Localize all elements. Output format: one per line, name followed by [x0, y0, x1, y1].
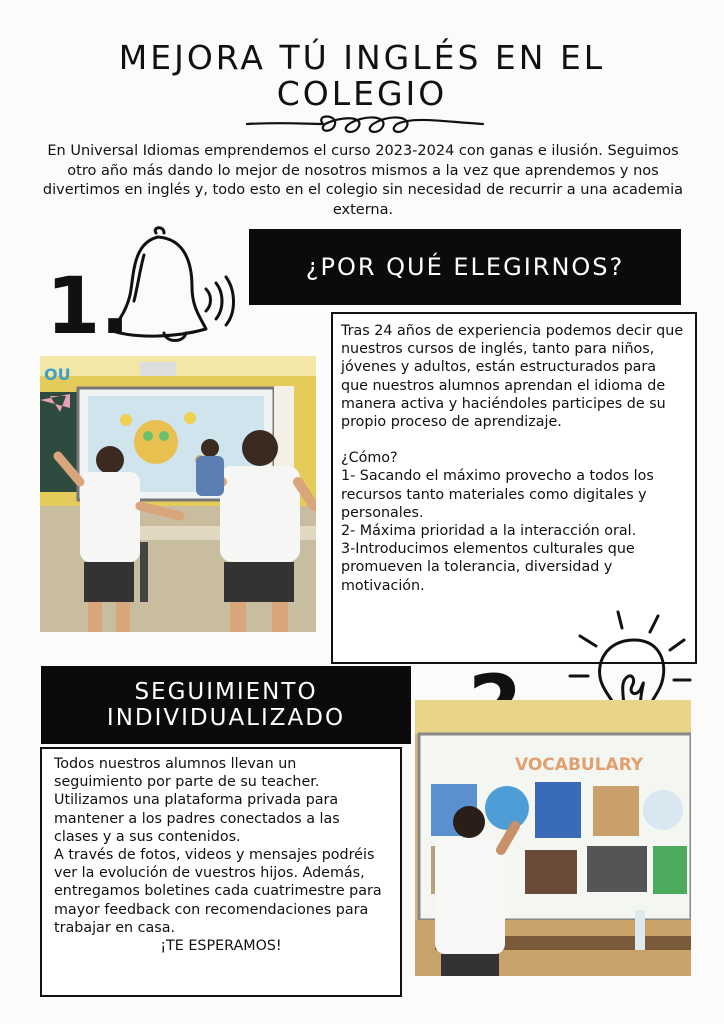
- point-2: 2- Máxima prioridad a la interacción oral.: [341, 523, 637, 540]
- intro-paragraph: En Universal Idiomas emprendemos el curso 2023-2024 con ganas e ilusión. Seguimos otro año más dando lo mejor de nosotros mismos a la vez que aprendemos y nos divertimos en inglés y, todo esto en el colegio sin necesidad de recurrir a una academia externa.: [42, 143, 684, 218]
- vocabulary-board-photo: [415, 700, 691, 976]
- closing-text: ¡TE ESPERAMOS!: [160, 938, 282, 955]
- how-question: ¿Cómo?: [341, 450, 398, 467]
- individual-tracking-textbox: [40, 747, 402, 997]
- point-1: 1- Sacando el máximo provecho a todos los recursos tanto materiales como digitales y personales.: [341, 468, 654, 521]
- tracking-paragraph: Todos nuestros alumnos llevan un seguimiento por parte de su teacher. Utilizamos una plataforma privada para mantener a los padres conectados a las clases y a sus contenidos.: [54, 756, 340, 845]
- evolution-paragraph: A través de fotos, videos y mensajes podréis ver la evolución de vuestros hijos. Además, entregamos boletines cada cuatrimestre para mayor feedback con recomendaciones para trabajar en casa.: [54, 847, 382, 936]
- classroom-illustration: [40, 356, 316, 632]
- experience-paragraph: Tras 24 años de experiencia podemos decir que nuestros cursos de inglés, tanto para niños, jóvenes y adultos, están estructurados para que nuestros alumnos aprendan el idioma de manera activa y haciéndoles participes de su propio proceso de aprendizaje.: [341, 323, 684, 431]
- section-number-1: 1.: [46, 262, 130, 352]
- page-title: MEJORA TÚ INGLÉS EN EL COLEGIO: [118, 38, 606, 113]
- wall-letters: OU: [44, 365, 71, 384]
- classroom-photo: [40, 356, 316, 632]
- point-3: 3-Introducimos elementos culturales que promueven la tolerancia, diversidad y motivación.: [341, 541, 635, 594]
- vocabulary-word: VOCABULARY: [515, 755, 644, 775]
- decorative-swirl-divider: [245, 112, 485, 140]
- vocabulary-illustration: [415, 700, 691, 976]
- bell-icon: [108, 225, 238, 345]
- why-choose-us-banner: ¿POR QUÉ ELEGIRNOS?: [249, 229, 681, 305]
- individual-tracking-banner: SEGUIMIENTO INDIVIDUALIZADO: [41, 666, 411, 744]
